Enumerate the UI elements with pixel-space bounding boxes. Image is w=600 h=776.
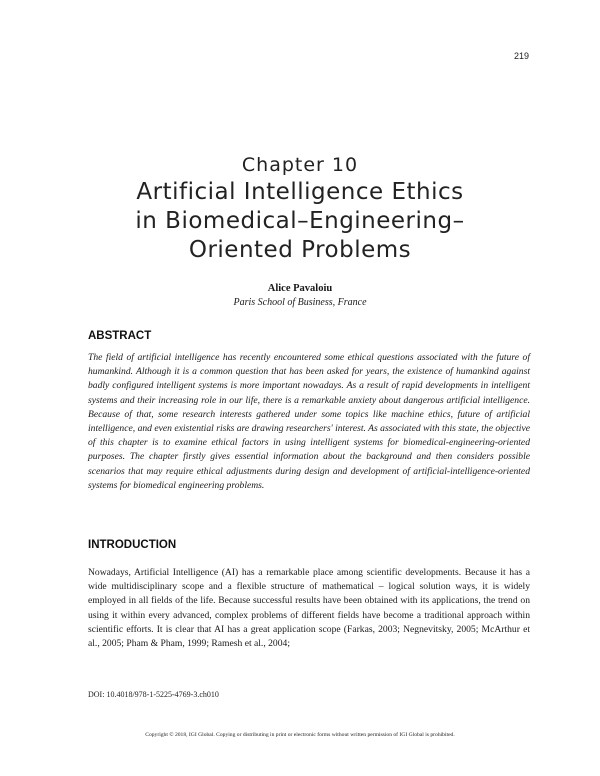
- copyright-notice: Copyright © 2018, IGI Global. Copying or distributing in print or electronic forms without written permission of IGI Global is prohibited.: [145, 732, 455, 738]
- abstract-text: The field of artificial intelligence has recently encountered some ethical questions associated with the future of humankind. Although it is a common question that has been asked for years, the existence of humankind against badly configured intelligent systems is more important nowadays. As a result of rapid developments in intelligent systems and their increasing role in our life, there is a remarkable anxiety about dangerous artificial intelligence. Because of that, some research interests gathered under some topics like machine ethics, future of artificial intelligence, and even existential risks are drawing researchers' interest. As associated with this state, the objective of this chapter is to examine ethical factors in using intelligent systems for biomedical-engineering-oriented purposes. The chapter firstly gives essential information about the background and then considers possible scenarios that may require ethical adjustments during design and development of artificial-intelligence-oriented systems for biomedical engineering problems.: [88, 352, 530, 491]
- page-number: 219: [513, 51, 529, 61]
- abstract-heading: ABSTRACT: [88, 330, 152, 342]
- introduction-heading: INTRODUCTION: [88, 539, 177, 551]
- chapter-title: [0, 178, 600, 265]
- chapter-title-line: Oriented Problems: [188, 237, 412, 263]
- chapter-title-line: in Biomedical–Engineering–: [135, 208, 465, 234]
- author-name: Alice Pavaloiu: [267, 283, 333, 294]
- author-affiliation: Paris School of Business, France: [233, 297, 367, 308]
- introduction-text: Nowadays, Artificial Intelligence (AI) has a remarkable place among scientific developments. Because it has a wide multidisciplinary scope and a flexible structure of mathematical – logical solution ways, it is widely employed in all fields of the life. Because successful results have been obtained with its applications, the trend on using it within every advanced, complex problems of different fields have become a traditional approach within scientific efforts. It is clear that AI has a great application scope (Farkas, 2003; Negnevitsky, 2005; McArthur et al., 2005; Pham & Pham, 1999; Ramesh et al., 2004;: [88, 567, 530, 650]
- doi-line: DOI: 10.4018/978-1-5225-4769-3.ch010: [88, 690, 219, 699]
- chapter-label: Chapter 10: [241, 154, 359, 176]
- chapter-title-line: Artificial Intelligence Ethics: [136, 179, 464, 205]
